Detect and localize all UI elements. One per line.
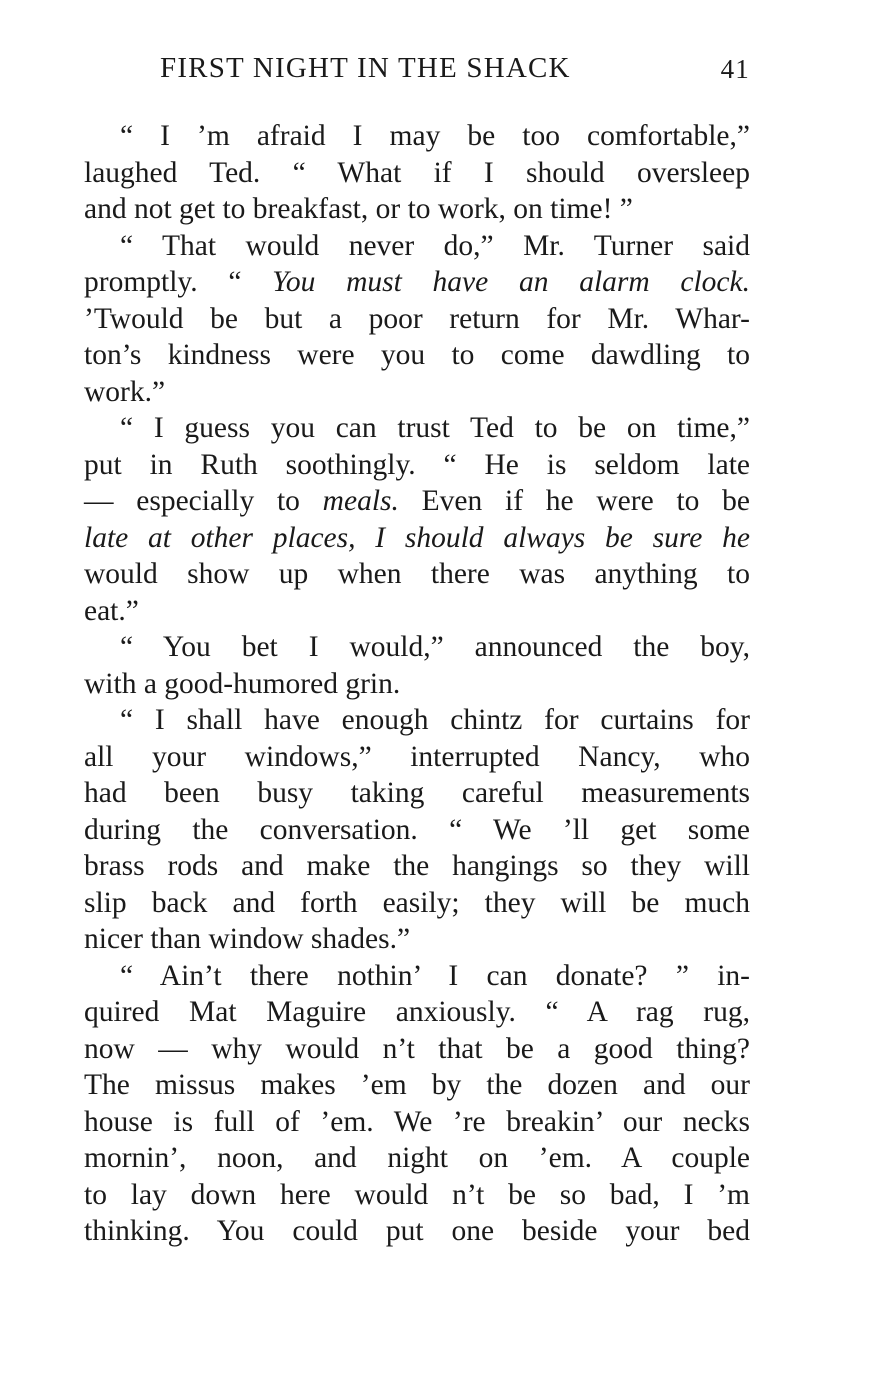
text-line: “ I ’m afraid I may be too comfortable,” xyxy=(120,120,750,152)
text-line xyxy=(84,520,750,557)
text-line: brass rods and make the hangings so they will xyxy=(84,850,750,882)
text-line: with a good-humored grin. xyxy=(84,667,401,700)
chapter-title: FIRST NIGHT IN THE SHACK xyxy=(160,52,571,84)
text-line: — especially to meals. Even if he were to be xyxy=(84,485,750,517)
paragraph xyxy=(84,958,750,1250)
italic-text: late at other places, I should always be sure he xyxy=(84,521,750,554)
text-line: would show up when there was anything to xyxy=(84,558,750,590)
text-line: laughed Ted. “ What if I should oversleep xyxy=(84,156,750,189)
text-line: ’Twould be but a poor return for Mr. Whar- xyxy=(84,302,750,335)
text-line: “ You bet I would,” announced the boy, xyxy=(120,631,750,663)
running-header xyxy=(84,52,750,96)
text-line: slip back and forth easily; they will be much xyxy=(84,886,750,919)
text-line: quired Mat Maguire anxiously. “ A rag rug, xyxy=(84,996,750,1028)
text-line: and not get to breakfast, or to work, on time! ” xyxy=(84,193,633,225)
text-line: eat.” xyxy=(84,594,139,627)
text-line: had been busy taking careful measurements xyxy=(84,777,750,809)
text-line: “ I guess you can trust Ted to be on time,” xyxy=(120,412,750,444)
text-line: “ I shall have enough chintz for curtains for xyxy=(120,704,750,736)
italic-text: meals. xyxy=(322,485,399,517)
text-line: thinking. You could put one beside your bed xyxy=(84,1215,750,1247)
book-page xyxy=(84,52,750,1250)
text-line: to lay down here would n’t be so bad, I ’m xyxy=(84,1178,750,1211)
text-line: ton’s kindness were you to come dawdling to xyxy=(84,339,750,371)
text-line: mornin’, noon, and night on ’em. A couple xyxy=(84,1142,750,1174)
text-line: house is full of ’em. We ’re breakin’ our necks xyxy=(84,1105,750,1138)
text-line: The missus makes ’em by the dozen and our xyxy=(84,1069,750,1101)
paragraph xyxy=(84,118,750,228)
paragraph xyxy=(84,410,750,629)
text-line: “ That would never do,” Mr. Turner said xyxy=(120,229,750,262)
text-line: all your windows,” interrupted Nancy, who xyxy=(84,740,750,773)
text-line: during the conversation. “ We ’ll get some xyxy=(84,813,750,846)
paragraph xyxy=(84,629,750,702)
paragraph xyxy=(84,228,750,411)
text-line: now — why would n’t that be a good thing? xyxy=(84,1032,750,1065)
text-line: nicer than window shades.” xyxy=(84,923,411,955)
paragraph xyxy=(84,702,750,958)
page-number: 41 xyxy=(720,54,750,84)
text-line: promptly. “ You must have an alarm clock. xyxy=(84,266,750,298)
text-line: “ Ain’t there nothin’ I can donate? ” in- xyxy=(120,959,750,992)
text-line: put in Ruth soothingly. “ He is seldom late xyxy=(84,448,750,481)
body-text xyxy=(84,118,750,1250)
text-line: work.” xyxy=(84,375,166,408)
italic-text: You must have an alarm clock. xyxy=(272,266,750,298)
